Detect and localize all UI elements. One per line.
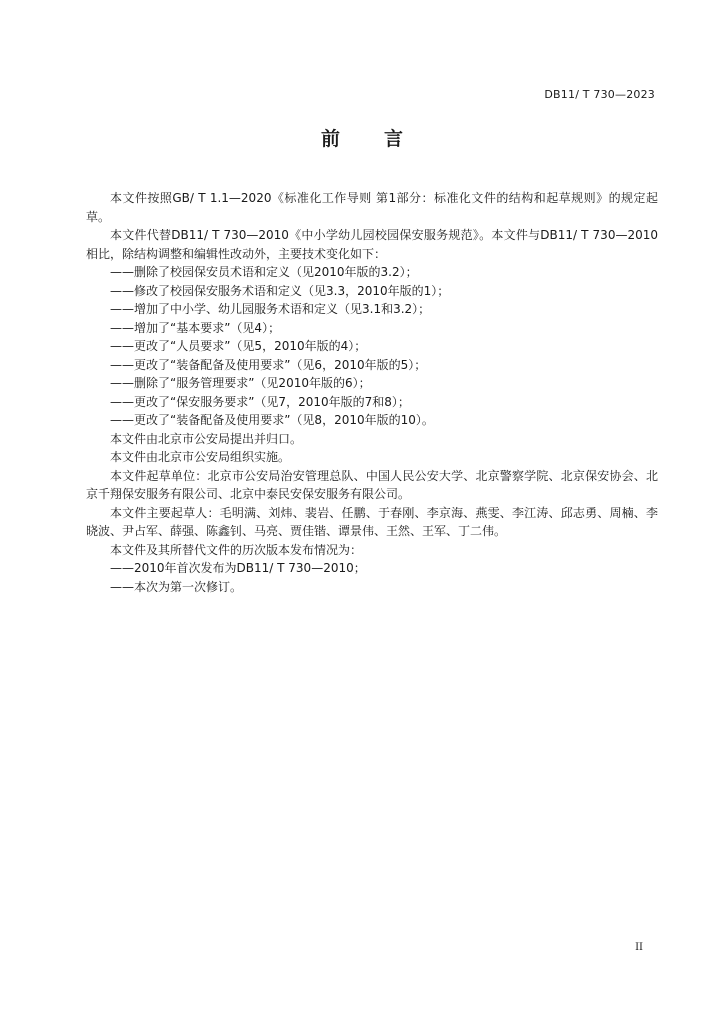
list-item: ——增加了中小学、幼儿园服务术语和定义（见3.1和3.2）；: [110, 302, 431, 316]
paragraph-drafters: 本文件主要起草人：毛明满、刘炜、裴岩、任鹏、于春刚、李京海、燕雯、李江涛、邱志勇、周楠、李晓波、尹占军、薛强、陈鑫钊、马亮、贾佳锴、谭景伟、王然、王军、丁二伟。: [86, 505, 658, 538]
list-item: ——更改了“人员要求”（见5，2010年版的4）；: [110, 339, 367, 353]
list-item: ——更改了“装备配备及使用要求”（见8，2010年版的10）。: [110, 413, 434, 427]
page-title: 前言: [320, 128, 447, 150]
paragraph-standard-basis: 本文件按照GB/ T 1.1—2020《标准化工作导则 第1部分：标准化文件的结构和起草规则》的规定起草。: [86, 191, 658, 224]
list-item: ——删除了校园保安员术语和定义（见2010年版的3.2）；: [110, 265, 418, 279]
list-item: ——2010年首次发布为DB11/ T 730—2010；: [110, 561, 366, 575]
list-item: ——更改了“保安服务要求”（见7，2010年版的7和8）；: [110, 394, 410, 409]
paragraph-implementer: 本文件由北京市公安局组织实施。: [110, 450, 291, 464]
page-number: II: [635, 942, 643, 953]
paragraph-replacement: 本文件代替DB11/ T 730—2010《中小学幼儿园校园保安服务规范》。本文件与DB11/ T 730—2010相比，除结构调整和编辑性改动外，主要技术变化如下：: [86, 228, 658, 261]
list-item: ——修改了校园保安服务术语和定义（见3.3，2010年版的1）；: [110, 283, 450, 298]
list-item: ——本次为第一次修订。: [110, 579, 243, 594]
foreword-body: [86, 189, 658, 596]
paragraph-version-history: 本文件及其所替代文件的历次版本发布情况为：: [110, 542, 363, 557]
list-item: ——增加了“基本要求”（见4）；: [110, 320, 281, 335]
paragraph-drafting-units: 本文件起草单位：北京市公安局治安管理总队、中国人民公安大学、北京警察学院、北京保安协会、北京千翔保安服务有限公司、北京中泰民安保安服务有限公司。: [86, 468, 658, 501]
list-item: ——删除了“服务管理要求”（见2010年版的6）；: [110, 376, 371, 390]
list-item: ——更改了“装备配备及使用要求”（见6，2010年版的5）；: [110, 357, 427, 372]
document-code: DB11/ T 730—2023: [544, 88, 655, 101]
paragraph-proposer: 本文件由北京市公安局提出并归口。: [110, 431, 303, 446]
